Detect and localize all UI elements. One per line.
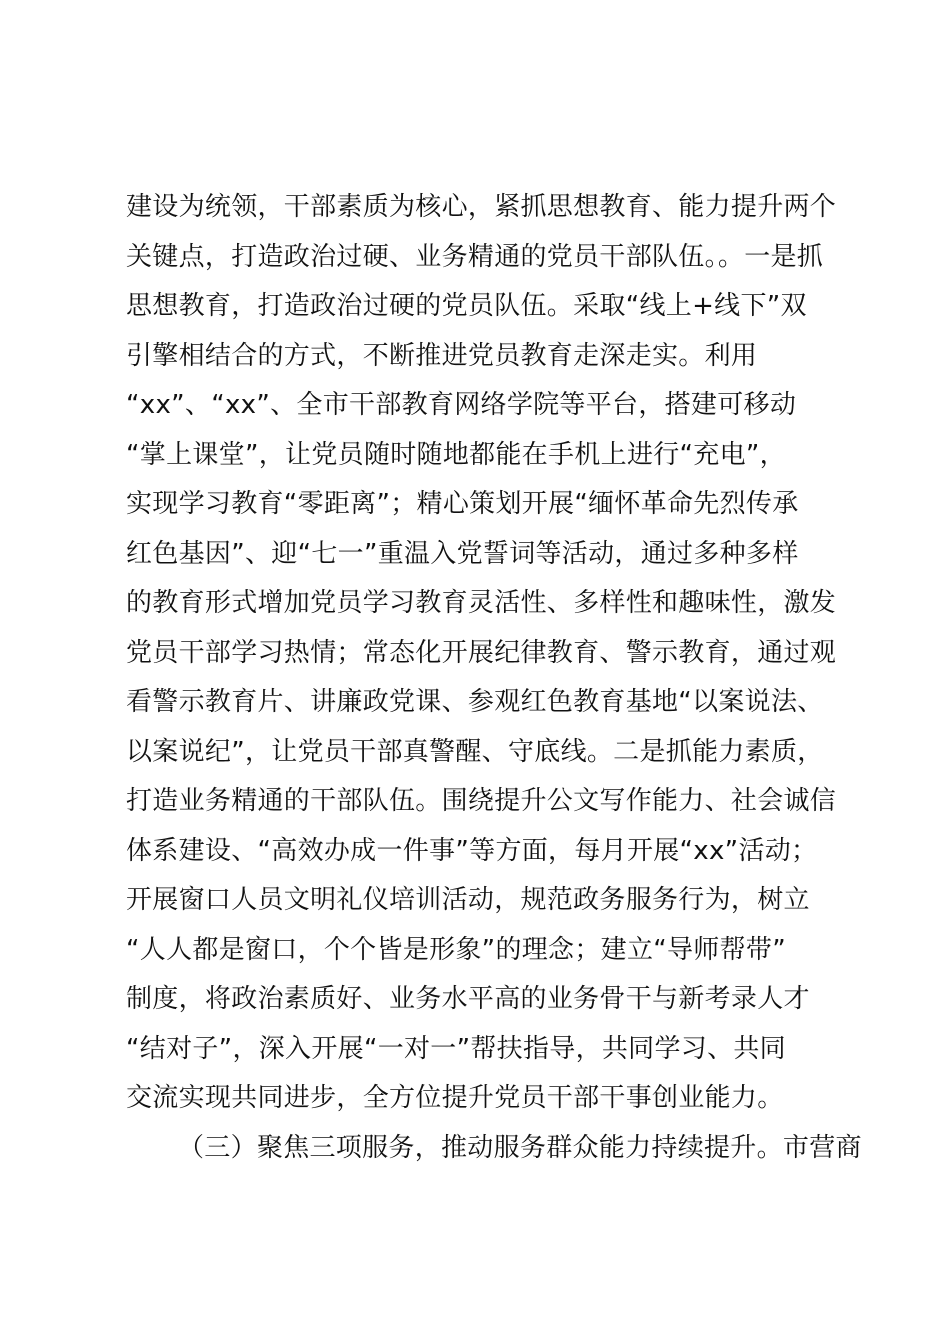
text-line: “掌上课堂”，让党员随时随地都能在手机上进行“充电”， — [126, 439, 786, 470]
text-line: “xx”、“xx”、全市干部教育网络学院等平台，搭建可移动 — [126, 390, 797, 420]
text-line: 开展窗口人员文明礼仪培训活动，规范政务服务行为，树立 — [126, 885, 810, 915]
text-line: 的教育形式增加党员学习教育灵活性、多样性和趣味性，激发 — [126, 588, 837, 618]
text-line: 关键点，打造政治过硬、业务精通的党员干部队伍。。一是抓 — [126, 241, 824, 272]
text-line: 党员干部学习热情；常态化开展纪律教育、警示教育，通过观 — [126, 637, 837, 668]
text-line: 引擎相结合的方式，不断推进党员教育走深走实。利用 — [126, 340, 758, 371]
text-line: 体系建设、“高效办成一件事”等方面，每月开展“xx”活动； — [126, 835, 818, 866]
text-line: 红色基因”、迎“七一”重温入党誓词等活动，通过多种多样 — [126, 538, 799, 569]
text-line: 思想教育，打造政治过硬的党员队伍。采取“线上+线下”双 — [126, 291, 807, 321]
body-text — [126, 183, 862, 1173]
section-heading-line: （三）聚焦三项服务，推动服务群众能力持续提升。市营商 — [178, 1132, 862, 1163]
text-line: 打造业务精通的干部队伍。围绕提升公文写作能力、社会诚信 — [126, 786, 837, 816]
text-line: 制度，将政治素质好、业务水平高的业务骨干与新考录人才 — [126, 984, 810, 1014]
text-line: 实现学习教育“零距离”；精心策划开展“缅怀革命先烈传承 — [126, 489, 799, 519]
text-line: 以案说纪”，让党员干部真警醒、守底线。二是抓能力素质， — [126, 736, 824, 767]
text-line: “人人都是窗口，个个皆是形象”的理念；建立“导师帮带” — [126, 934, 786, 965]
text-line: 建设为统领，干部素质为核心，紧抓思想教育、能力提升两个 — [126, 192, 837, 222]
text-line: 交流实现共同进步，全方位提升党员干部干事创业能力。 — [126, 1083, 784, 1113]
text-line: “结对子”，深入开展“一对一”帮扶指导，共同学习、共同 — [126, 1033, 786, 1064]
text-line: 看警示教育片、讲廉政党课、参观红色教育基地“以案说法、 — [126, 687, 824, 717]
